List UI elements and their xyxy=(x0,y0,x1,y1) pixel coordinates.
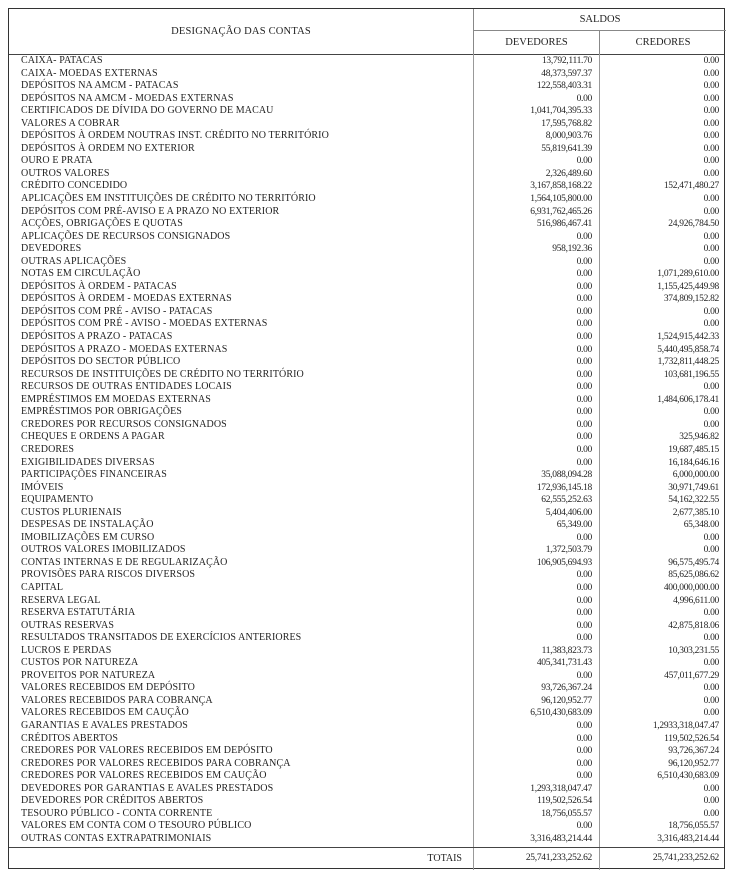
credit-value: 96,120,952.77 xyxy=(668,758,719,769)
debit-value: 93,726,367.24 xyxy=(541,683,592,694)
account-label: APLICAÇÕES DE RECURSOS CONSIGNADOS xyxy=(21,230,231,242)
credit-value: 96,575,495.74 xyxy=(668,557,719,568)
debit-value: 106,905,694.93 xyxy=(536,557,592,568)
credit-value: 0.00 xyxy=(703,695,719,706)
credit-value: 10,303,231.55 xyxy=(668,645,719,656)
credit-value: 6,510,430,683.09 xyxy=(657,771,719,782)
credit-value: 0.00 xyxy=(703,56,719,66)
table-row xyxy=(9,105,724,118)
debit-value: 0.00 xyxy=(576,633,592,644)
credit-value: 457,011,677.29 xyxy=(664,670,719,681)
credit-value: 0.00 xyxy=(703,633,719,644)
column-divider xyxy=(599,848,600,870)
table-row xyxy=(9,93,724,106)
debit-value: 0.00 xyxy=(576,457,592,468)
account-label: DEPÓSITOS COM PRÉ - AVISO - MOEDAS EXTERNAS xyxy=(21,318,268,330)
account-label: EXIGIBILIDADES DIVERSAS xyxy=(21,456,155,468)
credit-value: 400,000,000.00 xyxy=(663,582,719,593)
account-label: VALORES A COBRAR xyxy=(21,117,120,129)
table-row xyxy=(9,444,724,457)
credit-value: 0.00 xyxy=(703,81,719,92)
debit-value: 0.00 xyxy=(576,720,592,731)
credit-value: 0.00 xyxy=(703,796,719,807)
credit-value: 0.00 xyxy=(703,658,719,669)
table-row xyxy=(9,331,724,344)
credit-value: 0.00 xyxy=(703,545,719,556)
debit-value: 65,349.00 xyxy=(556,520,592,531)
table-row xyxy=(9,381,724,394)
debit-value: 1,041,704,395.33 xyxy=(530,106,592,117)
account-label: CUSTOS PLURIENAIS xyxy=(21,506,122,518)
account-label: DEPÓSITOS À ORDEM NO EXTERIOR xyxy=(21,142,195,154)
debit-value: 405,341,731.43 xyxy=(536,658,592,669)
account-label: EMPRÉSTIMOS POR OBRIGAÇÕES xyxy=(21,406,182,418)
table-row xyxy=(9,180,724,193)
debit-value: 0.00 xyxy=(576,771,592,782)
table-row xyxy=(9,55,724,68)
table-row xyxy=(9,293,724,306)
credit-value: 152,471,480.27 xyxy=(663,181,719,192)
table-row xyxy=(9,243,724,256)
table-row xyxy=(9,193,724,206)
account-label: DEPÓSITOS DO SECTOR PÚBLICO xyxy=(21,356,181,368)
account-label: CRÉDITO CONCEDIDO xyxy=(21,180,128,192)
debit-value: 0.00 xyxy=(576,821,592,832)
debit-value: 55,819,641.39 xyxy=(541,143,592,154)
table-row xyxy=(9,231,724,244)
table-row xyxy=(9,118,724,131)
table-row xyxy=(9,670,724,683)
table-row xyxy=(9,482,724,495)
credit-value: 0.00 xyxy=(703,131,719,142)
table-row xyxy=(9,419,724,432)
table-row xyxy=(9,582,724,595)
credit-value: 1,732,811,448.25 xyxy=(657,357,719,368)
table-row xyxy=(9,143,724,156)
table-row xyxy=(9,218,724,231)
credit-value: 1,484,606,178.41 xyxy=(657,394,719,405)
credit-value: 0.00 xyxy=(703,407,719,418)
debit-value: 6,510,430,683.09 xyxy=(530,708,592,719)
account-label: GARANTIAS E AVALES PRESTADOS xyxy=(21,719,188,731)
credit-value: 119,502,526.54 xyxy=(664,733,719,744)
credit-value: 24,926,784.50 xyxy=(668,219,719,230)
account-label: DEVEDORES POR CRÉDITOS ABERTOS xyxy=(21,795,204,807)
credit-value: 0.00 xyxy=(703,93,719,104)
account-label: RECURSOS DE OUTRAS ENTIDADES LOCAIS xyxy=(21,381,232,393)
debit-value: 0.00 xyxy=(576,394,592,405)
credit-value: 0.00 xyxy=(703,231,719,242)
debit-value: 958,192.36 xyxy=(552,244,592,255)
account-label: DEPÓSITOS NA AMCM - MOEDAS EXTERNAS xyxy=(21,92,234,104)
account-label: CAIXA- MOEDAS EXTERNAS xyxy=(21,67,158,79)
credit-value: 0.00 xyxy=(703,156,719,167)
table-row xyxy=(9,80,724,93)
debit-value: 0.00 xyxy=(576,432,592,443)
totals-credit: 25,741,233,252.62 xyxy=(652,853,719,863)
credit-value: 374,809,152.82 xyxy=(663,294,719,305)
table-row xyxy=(9,783,724,796)
debit-value: 0.00 xyxy=(576,332,592,343)
account-label: ACÇÕES, OBRIGAÇÕES E QUOTAS xyxy=(21,218,183,230)
account-label: IMOBILIZAÇÕES EM CURSO xyxy=(21,531,155,543)
table-row xyxy=(9,745,724,758)
debit-value: 0.00 xyxy=(576,269,592,280)
debit-value: 0.00 xyxy=(576,294,592,305)
table-row xyxy=(9,268,724,281)
table-row xyxy=(9,720,724,733)
account-label: CAPITAL xyxy=(21,581,64,593)
debit-value: 119,502,526.54 xyxy=(537,796,592,807)
account-label: RECURSOS DE INSTITUIÇÕES DE CRÉDITO NO TERRITÓRIO xyxy=(21,368,304,380)
credit-value: 1,071,289,610.00 xyxy=(657,269,719,280)
table-row xyxy=(9,795,724,808)
debit-value: 0.00 xyxy=(576,758,592,769)
credit-value: 0.00 xyxy=(703,783,719,794)
credit-value: 54,162,322.55 xyxy=(668,495,719,506)
table-row xyxy=(9,620,724,633)
credit-value: 5,440,495,858.74 xyxy=(657,344,719,355)
account-label: CONTAS INTERNAS E DE REGULARIZAÇÃO xyxy=(21,556,228,568)
credit-value: 65,348.00 xyxy=(683,520,719,531)
table-row xyxy=(9,657,724,670)
table-row xyxy=(9,595,724,608)
credit-value: 42,875,818.06 xyxy=(668,620,719,631)
account-label: CREDORES POR VALORES RECEBIDOS EM CAUÇÃO xyxy=(21,770,267,782)
debit-value: 0.00 xyxy=(576,733,592,744)
account-label: OUTROS VALORES IMOBILIZADOS xyxy=(21,544,186,556)
account-label: DEPÓSITOS A PRAZO - PATACAS xyxy=(21,331,173,343)
table-row xyxy=(9,306,724,319)
table-row xyxy=(9,707,724,720)
debit-value: 6,931,762,465.26 xyxy=(530,206,592,217)
account-label: CREDORES POR VALORES RECEBIDOS PARA COBRANÇA xyxy=(21,757,291,769)
table-row xyxy=(9,356,724,369)
column-divider xyxy=(473,848,474,870)
account-label: DEPÓSITOS COM PRÉ - AVISO - PATACAS xyxy=(21,305,213,317)
debit-value: 2,326,489.60 xyxy=(545,168,592,179)
debit-value: 5,404,406.00 xyxy=(545,507,592,518)
table-body xyxy=(9,55,724,845)
account-label: DEPÓSITOS À ORDEM NOUTRAS INST. CRÉDITO NO TERRITÓRIO xyxy=(21,130,329,142)
credit-value: 3,316,483,214.44 xyxy=(657,833,719,844)
header-devedores: DEVEDORES xyxy=(473,31,599,54)
account-label: VALORES RECEBIDOS PARA COBRANÇA xyxy=(21,694,213,706)
account-label: EQUIPAMENTO xyxy=(21,494,94,506)
table-row xyxy=(9,457,724,470)
table-header xyxy=(9,9,724,55)
account-label: DEVEDORES POR GARANTIAS E AVALES PRESTADOS xyxy=(21,782,274,794)
balance-table xyxy=(8,8,725,869)
account-label: IMÓVEIS xyxy=(21,481,64,493)
credit-value: 0.00 xyxy=(703,382,719,393)
table-row xyxy=(9,344,724,357)
debit-value: 18,756,055.57 xyxy=(541,808,592,819)
account-label: EMPRÉSTIMOS EM MOEDAS EXTERNAS xyxy=(21,393,211,405)
debit-value: 0.00 xyxy=(576,281,592,292)
debit-value: 96,120,952.77 xyxy=(541,695,592,706)
debit-value: 1,372,503.79 xyxy=(545,545,592,556)
totals-label: TOTAIS xyxy=(427,853,462,864)
table-row xyxy=(9,406,724,419)
credit-value: 2,677,385.10 xyxy=(672,507,719,518)
debit-value: 0.00 xyxy=(576,156,592,167)
credit-value: 0.00 xyxy=(703,206,719,217)
header-credores: CREDORES xyxy=(599,31,726,54)
credit-value: 0.00 xyxy=(703,808,719,819)
table-row xyxy=(9,569,724,582)
table-row xyxy=(9,469,724,482)
credit-value: 16,184,646.16 xyxy=(668,457,719,468)
account-label: TESOURO PÚBLICO - CONTA CORRENTE xyxy=(21,807,213,819)
debit-value: 1,293,318,047.47 xyxy=(530,783,592,794)
credit-value: 0.00 xyxy=(703,683,719,694)
debit-value: 0.00 xyxy=(576,582,592,593)
header-saldos: SALDOS xyxy=(473,9,726,31)
credit-value: 0.00 xyxy=(703,143,719,154)
debit-value: 172,936,145.18 xyxy=(536,482,592,493)
credit-value: 85,625,086.62 xyxy=(668,570,719,581)
table-row xyxy=(9,833,724,846)
debit-value: 0.00 xyxy=(576,256,592,267)
table-row xyxy=(9,645,724,658)
account-label: CREDORES xyxy=(21,443,75,455)
account-label: RESULTADOS TRANSITADOS DE EXERCÍCIOS ANTERIORES xyxy=(21,632,302,644)
credit-value: 0.00 xyxy=(703,608,719,619)
account-label: OUTROS VALORES xyxy=(21,167,110,179)
table-row xyxy=(9,206,724,219)
table-row xyxy=(9,519,724,532)
account-label: OUTRAS CONTAS EXTRAPATRIMONIAIS xyxy=(21,832,212,844)
account-label: DEPÓSITOS COM PRÉ-AVISO E A PRAZO NO EXTERIOR xyxy=(21,205,280,217)
totals-row xyxy=(9,847,724,870)
debit-value: 516,986,467.41 xyxy=(536,219,592,230)
totals-debit: 25,741,233,252.62 xyxy=(525,853,592,863)
credit-value: 0.00 xyxy=(703,532,719,543)
debit-value: 11,383,823.73 xyxy=(541,645,592,656)
debit-value: 3,316,483,214.44 xyxy=(530,833,592,844)
credit-value: 0.00 xyxy=(703,319,719,330)
table-row xyxy=(9,607,724,620)
debit-value: 35,088,094.28 xyxy=(541,470,592,481)
credit-value: 6,000,000.00 xyxy=(672,470,719,481)
debit-value: 0.00 xyxy=(576,382,592,393)
table-row xyxy=(9,394,724,407)
credit-value: 0.00 xyxy=(703,256,719,267)
account-label: CUSTOS POR NATUREZA xyxy=(21,657,139,669)
account-label: VALORES EM CONTA COM O TESOURO PÚBLICO xyxy=(21,820,252,832)
credit-value: 0.00 xyxy=(703,168,719,179)
table-row xyxy=(9,256,724,269)
table-row xyxy=(9,281,724,294)
account-label: CAIXA- PATACAS xyxy=(21,55,103,66)
account-label: CRÉDITOS ABERTOS xyxy=(21,732,119,744)
credit-value: 19,687,485.15 xyxy=(668,444,719,455)
table-row xyxy=(9,431,724,444)
table-row xyxy=(9,758,724,771)
debit-value: 0.00 xyxy=(576,357,592,368)
debit-value: 1,564,105,800.00 xyxy=(530,194,592,205)
debit-value: 0.00 xyxy=(576,570,592,581)
account-label: NOTAS EM CIRCULAÇÃO xyxy=(21,268,141,280)
table-row xyxy=(9,532,724,545)
table-row xyxy=(9,155,724,168)
debit-value: 0.00 xyxy=(576,93,592,104)
account-label: CERTIFICADOS DE DÍVIDA DO GOVERNO DE MACAU xyxy=(21,105,274,117)
credit-value: 1,524,915,442.33 xyxy=(657,332,719,343)
credit-value: 30,971,749.61 xyxy=(668,482,719,493)
table-row xyxy=(9,544,724,557)
debit-value: 0.00 xyxy=(576,306,592,317)
table-row xyxy=(9,369,724,382)
debit-value: 122,558,403.31 xyxy=(536,81,592,92)
credit-value: 4,996,611.00 xyxy=(673,595,719,606)
credit-value: 325,946.82 xyxy=(679,432,719,443)
account-label: DEPÓSITOS A PRAZO - MOEDAS EXTERNAS xyxy=(21,343,228,355)
debit-value: 0.00 xyxy=(576,319,592,330)
credit-value: 0.00 xyxy=(703,419,719,430)
table-row xyxy=(9,695,724,708)
debit-value: 0.00 xyxy=(576,532,592,543)
table-row xyxy=(9,820,724,833)
account-label: CREDORES POR RECURSOS CONSIGNADOS xyxy=(21,418,227,430)
debit-value: 0.00 xyxy=(576,369,592,380)
account-label: CHEQUES E ORDENS A PAGAR xyxy=(21,431,165,443)
credit-value: 0.00 xyxy=(703,244,719,255)
account-label: PROVEITOS POR NATUREZA xyxy=(21,669,156,681)
table-row xyxy=(9,318,724,331)
debit-value: 0.00 xyxy=(576,444,592,455)
credit-value: 1,2933,318,047.47 xyxy=(652,720,719,731)
account-label: VALORES RECEBIDOS EM DEPÓSITO xyxy=(21,682,195,694)
account-label: DESPESAS DE INSTALAÇÃO xyxy=(21,519,154,531)
debit-value: 0.00 xyxy=(576,419,592,430)
account-label: LUCROS E PERDAS xyxy=(21,644,112,656)
debit-value: 3,167,858,168.22 xyxy=(530,181,592,192)
credit-value: 0.00 xyxy=(703,194,719,205)
account-label: DEPÓSITOS À ORDEM - PATACAS xyxy=(21,280,177,292)
debit-value: 0.00 xyxy=(576,746,592,757)
account-label: OUTRAS APLICAÇÕES xyxy=(21,255,127,267)
table-row xyxy=(9,682,724,695)
table-row xyxy=(9,557,724,570)
header-account-designation: DESIGNAÇÃO DAS CONTAS xyxy=(171,26,311,37)
credit-value: 0.00 xyxy=(703,68,719,79)
account-label: DEPÓSITOS NA AMCM - PATACAS xyxy=(21,80,179,92)
table-row xyxy=(9,632,724,645)
account-label: DEPÓSITOS À ORDEM - MOEDAS EXTERNAS xyxy=(21,293,232,305)
table-row xyxy=(9,808,724,821)
debit-value: 0.00 xyxy=(576,231,592,242)
account-label: VALORES RECEBIDOS EM CAUÇÃO xyxy=(21,707,189,719)
account-label: CREDORES POR VALORES RECEBIDOS EM DEPÓSITO xyxy=(21,745,273,757)
account-label: PROVISÕES PARA RISCOS DIVERSOS xyxy=(21,569,196,581)
table-row xyxy=(9,168,724,181)
debit-value: 0.00 xyxy=(576,608,592,619)
debit-value: 8,000,903.76 xyxy=(545,131,592,142)
debit-value: 0.00 xyxy=(576,620,592,631)
account-label: APLICAÇÕES EM INSTITUIÇÕES DE CRÉDITO NO TERRITÓRIO xyxy=(21,193,316,205)
account-label: RESERVA ESTATUTÁRIA xyxy=(21,607,136,619)
table-row xyxy=(9,733,724,746)
debit-value: 13,792,111.70 xyxy=(541,56,592,66)
credit-value: 0.00 xyxy=(703,306,719,317)
debit-value: 0.00 xyxy=(576,670,592,681)
debit-value: 0.00 xyxy=(576,407,592,418)
table-row xyxy=(9,770,724,783)
debit-value: 17,595,768.82 xyxy=(541,118,592,129)
table-row xyxy=(9,507,724,520)
credit-value: 18,756,055.57 xyxy=(668,821,719,832)
credit-value: 0.00 xyxy=(703,106,719,117)
account-label: PARTICIPAÇÕES FINANCEIRAS xyxy=(21,469,167,481)
account-label: OURO E PRATA xyxy=(21,155,93,167)
table-row xyxy=(9,494,724,507)
table-row xyxy=(9,130,724,143)
debit-value: 48,373,597.37 xyxy=(541,68,592,79)
credit-value: 1,155,425,449.98 xyxy=(657,281,719,292)
credit-value: 103,681,196.55 xyxy=(663,369,719,380)
credit-value: 93,726,367.24 xyxy=(668,746,719,757)
debit-value: 0.00 xyxy=(576,344,592,355)
debit-value: 62,555,252.63 xyxy=(541,495,592,506)
credit-value: 0.00 xyxy=(703,118,719,129)
account-label: RESERVA LEGAL xyxy=(21,594,101,606)
credit-value: 0.00 xyxy=(703,708,719,719)
account-label: OUTRAS RESERVAS xyxy=(21,619,115,631)
debit-value: 0.00 xyxy=(576,595,592,606)
table-row xyxy=(9,68,724,81)
account-label: DEVEDORES xyxy=(21,243,82,255)
